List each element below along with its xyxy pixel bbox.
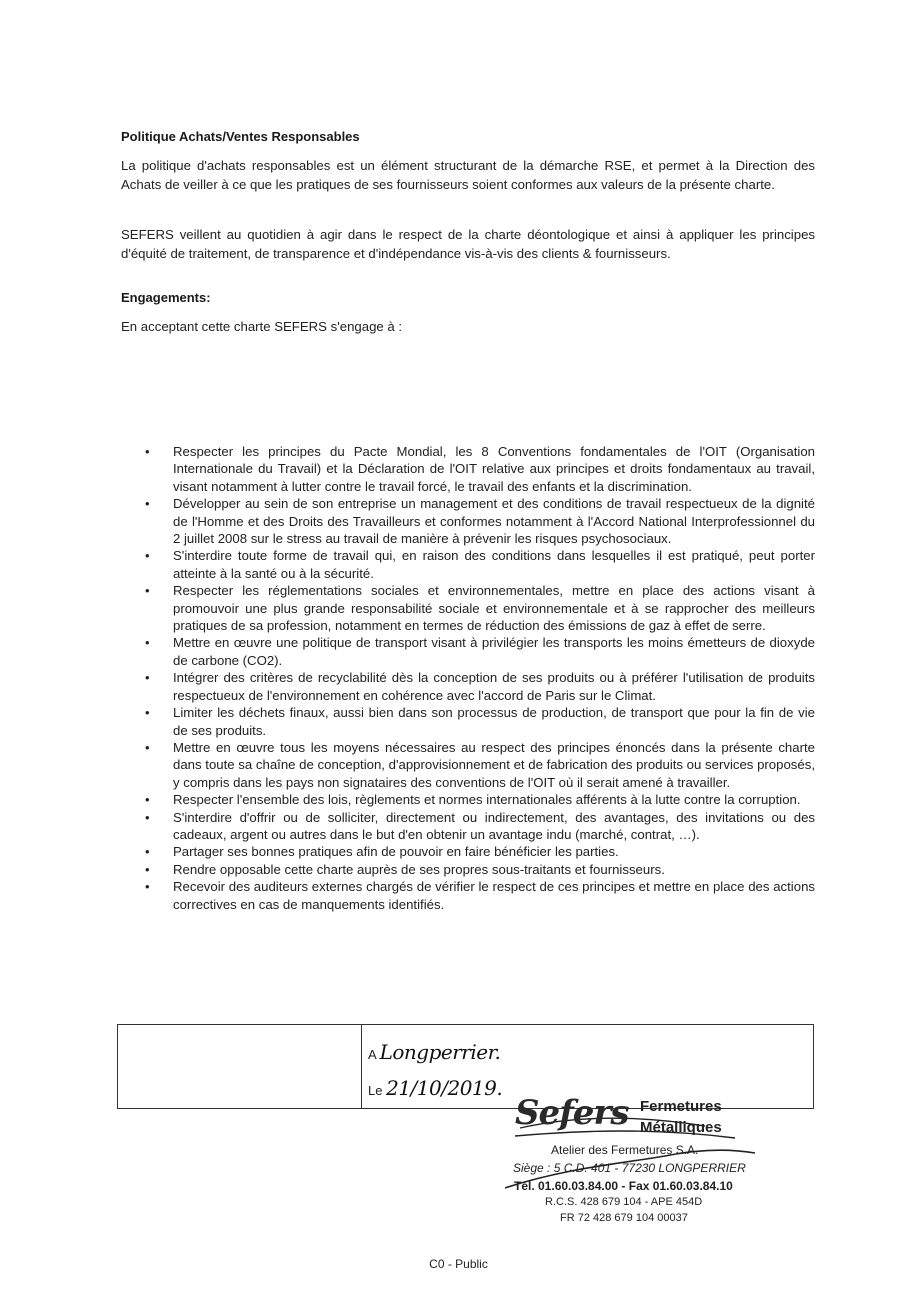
- bullet-icon: •: [145, 844, 150, 860]
- commitment-item: [145, 669, 815, 704]
- stamp-phone-fax: Tél. 01.60.03.84.00 - Fax 01.60.03.84.10: [514, 1179, 733, 1193]
- place-handwritten-value: Longperrier.: [379, 1040, 501, 1064]
- commitment-text: Respecter les principes du Pacte Mondial, les 8 Conventions fondamentales de l'OIT (Organisation Internationale du Travail) et la Déclaration de l'OIT relative aux principes et droits fondamentaux au travail, visant notamment à lutter contre le travail forcé, le travail des enfants et la discrimination.: [173, 444, 815, 494]
- commitment-item: [145, 443, 815, 495]
- bullet-icon: •: [145, 809, 150, 825]
- commitment-text: Mettre en œuvre une politique de transport visant à privilégier les transports les moins émetteurs de dioxyde de carbone (CO2).: [173, 635, 815, 668]
- commitment-item: [145, 582, 815, 634]
- bullet-icon: •: [145, 583, 150, 599]
- bullet-icon: •: [145, 861, 150, 877]
- classification-footer: C0 - Public: [429, 1257, 488, 1271]
- commitment-item: [145, 739, 815, 791]
- commitment-text: Respecter les réglementations sociales et environnementales, mettre en place des actions visant à promouvoir une plus grande responsabilité sociale et environnementale et à se rapprocher des meilleurs pratiques de sa profession, notamment en termes de réduction des émissions de gaz à effet de serre.: [173, 583, 815, 634]
- commitment-text: Respecter l'ensemble des lois, règlements et normes internationales afférents à la lutte contre la corruption.: [173, 792, 801, 808]
- signature-place-line: [368, 1040, 500, 1064]
- commitment-item: [145, 634, 815, 669]
- bullet-icon: •: [145, 548, 150, 564]
- stamp-company: Atelier des Fermetures S.A.: [551, 1143, 699, 1157]
- commitments-list: [145, 443, 815, 913]
- bullet-icon: •: [145, 670, 150, 686]
- bullet-icon: •: [145, 496, 150, 512]
- place-label: A: [368, 1047, 376, 1062]
- commitment-text: Intégrer des critères de recyclabilité dès la conception de ses produits ou à préférer l'utilisation de produits respectueux de l'environnement en cohérence avec l'accord de Paris sur le Climat.: [173, 670, 815, 703]
- bullet-icon: •: [145, 739, 150, 755]
- stamp-brand-line1: Fermetures: [640, 1098, 722, 1115]
- commitment-text: Partager ses bonnes pratiques afin de pouvoir en faire bénéficier les parties.: [173, 844, 619, 860]
- commitment-item: [145, 791, 815, 808]
- bullet-icon: •: [145, 792, 150, 808]
- bullet-icon: •: [145, 635, 150, 651]
- commitment-item: [145, 809, 815, 844]
- stamp-brand-line2: Métalliques: [640, 1119, 722, 1136]
- bullet-icon: •: [145, 444, 150, 459]
- paragraph-purchasing-policy: La politique d'achats responsables est un élément structurant de la démarche RSE, et permet à la Direction des Achats de veiller à ce que les pratiques de ses fournisseurs soient conformes aux valeurs de la présente charte.: [121, 158, 815, 192]
- stamp-vat: FR 72 428 679 104 00037: [560, 1212, 688, 1224]
- commitment-item: [145, 547, 815, 582]
- commitment-item: [145, 878, 815, 913]
- date-label: Le: [368, 1083, 383, 1098]
- paragraph-sefers-commitment: SEFERS veillent au quotidien à agir dans le respect de la charte déontologique et ainsi à appliquer les principes d'équité de traitement, de transparence et d'indépendance vis-à-vis des clients & fournisseurs.: [121, 227, 815, 261]
- commitment-text: Développer au sein de son entreprise un management et des conditions de travail respectueux de la dignité de l'Homme et des Droits des Travailleurs et conformes notamment à l'Accord National Interprofessionnel du 2 juillet 2008 sur le stress au travail de manière à prévenir les risques psychosociaux.: [173, 496, 815, 547]
- commitment-text: Rendre opposable cette charte auprès de ses propres sous-traitants et fournisseurs.: [173, 861, 665, 877]
- commitment-item: [145, 495, 815, 547]
- stamp-rcs: R.C.S. 428 679 104 - APE 454D: [545, 1196, 703, 1208]
- commitment-text: S'interdire toute forme de travail qui, en raison des conditions dans lesquelles il est pratiqué, peut porter atteinte à la santé ou à la sécurité.: [173, 548, 815, 581]
- commitment-item: [145, 843, 815, 860]
- commitment-text: S'interdire d'offrir ou de solliciter, directement ou indirectement, des avantages, des invitations ou des cadeaux, argent ou autres dans le but d'en obtenir un avantage indu (marché, contrat, …).: [173, 809, 815, 842]
- bullet-icon: •: [145, 879, 150, 895]
- section-title-engagements: Engagements:: [121, 290, 211, 305]
- stamp-address: Siège : 5 C.D. 401 - 77230 LONGPERRIER: [513, 1161, 746, 1175]
- commitment-text: Limiter les déchets finaux, aussi bien dans son processus de production, de transport que pour la fin de vie de ses produits.: [173, 705, 815, 738]
- date-handwritten-value: 21/10/2019.: [386, 1076, 503, 1100]
- sefers-logo: Sefers: [515, 1093, 629, 1133]
- commitment-item: [145, 704, 815, 739]
- bullet-icon: •: [145, 705, 150, 721]
- signature-date-line: [368, 1076, 502, 1100]
- signature-box-divider: [361, 1025, 362, 1108]
- commitment-item: [145, 861, 815, 878]
- commitment-text: Mettre en œuvre tous les moyens nécessaires au respect des principes énoncés dans la présente charte dans toute sa chaîne de conception, d'approvisionnement et de fabrication des produits ou services proposés, y compris dans les pays non signataires des conventions de l'OIT où il serait amené à travailler.: [173, 739, 815, 790]
- paragraph-engagements-intro: En acceptant cette charte SEFERS s'engage à :: [121, 319, 403, 334]
- commitment-text: Recevoir des auditeurs externes chargés de vérifier le respect de ces principes et mettre en place des actions correctives en cas de manquements identifiés.: [173, 879, 815, 912]
- section-title-purchasing-policy: Politique Achats/Ventes Responsables: [121, 129, 360, 144]
